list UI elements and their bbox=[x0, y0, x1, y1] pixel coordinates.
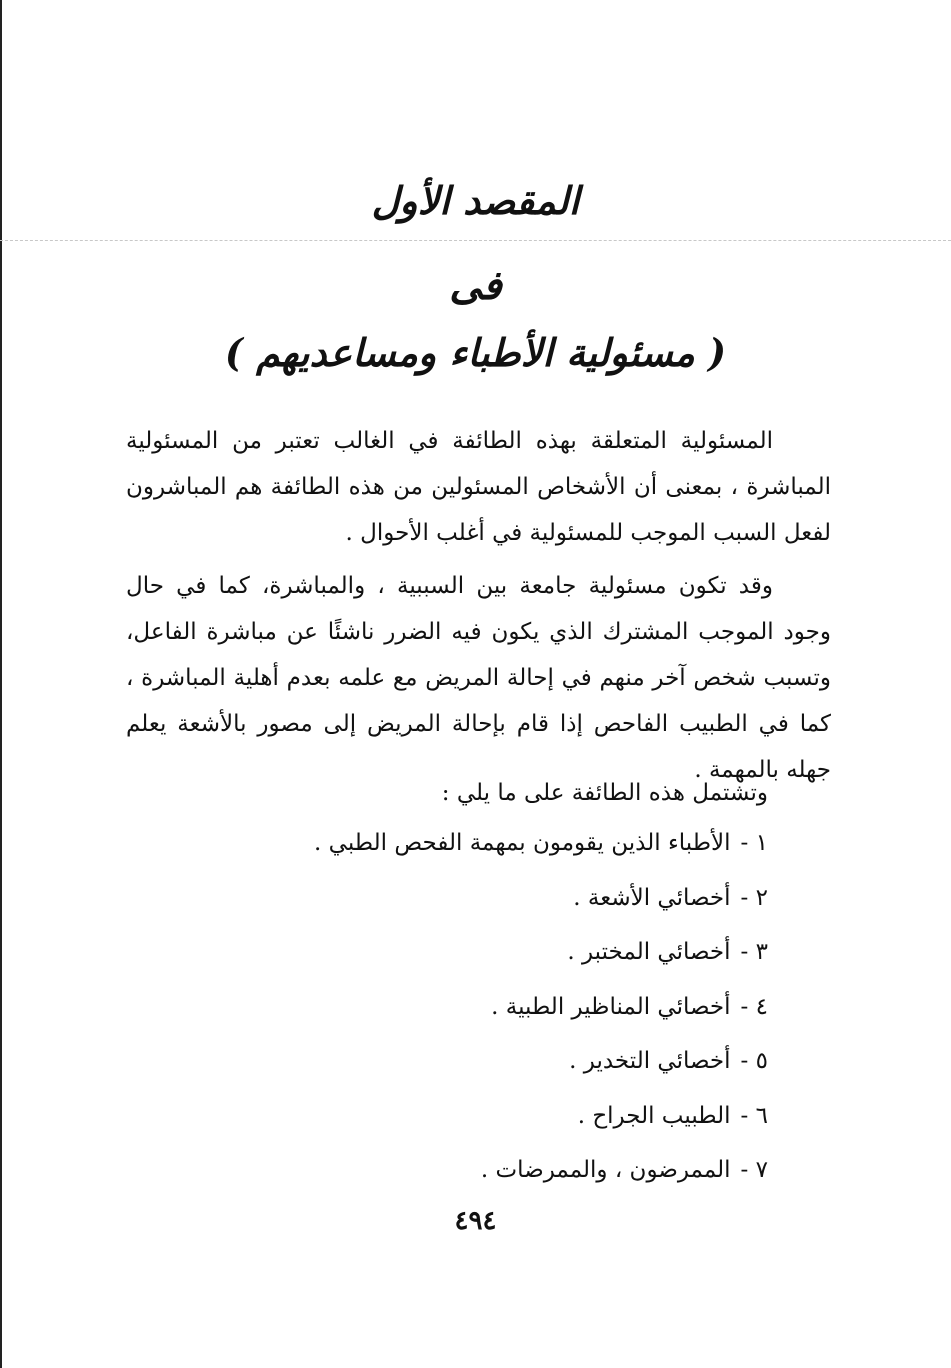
page-number: ٤٩٤ bbox=[454, 1206, 497, 1236]
list-item-text: الطبيب الجراح . bbox=[577, 1102, 731, 1129]
list-item-number: ١ - bbox=[740, 830, 768, 856]
category-list bbox=[314, 820, 768, 1202]
list-item-text: الممرضون ، والممرضات . bbox=[480, 1157, 731, 1183]
list-item-text: الأطباء الذين يقومون بمهمة الفحص الطبي . bbox=[314, 830, 731, 856]
list-item bbox=[314, 1147, 768, 1202]
list-item-text: أخصائي الأشعة . bbox=[573, 884, 731, 911]
list-item-text: أخصائي المختبر . bbox=[567, 939, 731, 965]
list-item bbox=[314, 984, 768, 1039]
list-intro: وتشتمل هذه الطائفة على ما يلي : bbox=[441, 780, 768, 806]
body-paragraph: المسئولية المتعلقة بهذه الطائفة في الغالب تعتبر من المسئولية المباشرة ، بمعنى أن الأشخاص المسئولين من هذه الطائفة هم المباشرون لفعل السبب الموجب للمسئولية في أغلب الأحوال . bbox=[126, 428, 831, 546]
list-item-number: ٧ - bbox=[740, 1157, 768, 1183]
section-subtitle: ( مسئولية الأطباء ومساعديهم ) bbox=[224, 330, 727, 375]
list-item-number: ٥ - bbox=[740, 1048, 768, 1074]
section-title: المقصد الأول bbox=[371, 178, 580, 223]
scan-artifact-line bbox=[0, 240, 951, 241]
list-item-number: ٢ - bbox=[740, 884, 768, 911]
list-item bbox=[314, 875, 768, 930]
body-paragraph: وقد تكون مسئولية جامعة بين السببية ، والمباشرة، كما في حال وجود الموجب المشترك الذي يكون فيه الضرر ناشئًا عن مباشرة الفاعل، وتسبب شخص آخر منهم في إحالة المريض مع علمه بعدم أهلية المباشرة ، كما في الطبيب الفاحص إذا قام بإحالة المريض إلى مصور بالأشعة يعلم جهله بالمهمة . bbox=[126, 573, 831, 783]
list-item-text: أخصائي المناظير الطبية . bbox=[491, 993, 731, 1020]
list-item bbox=[314, 1038, 768, 1093]
section-title-connector: فى bbox=[449, 262, 502, 309]
list-item-number: ٦ - bbox=[740, 1102, 768, 1129]
list-item bbox=[314, 1093, 768, 1148]
list-item bbox=[314, 929, 768, 984]
list-item-number: ٣ - bbox=[740, 939, 768, 965]
list-item bbox=[314, 820, 768, 875]
list-item-text: أخصائي التخدير . bbox=[569, 1048, 731, 1074]
list-item-number: ٤ - bbox=[740, 993, 768, 1020]
